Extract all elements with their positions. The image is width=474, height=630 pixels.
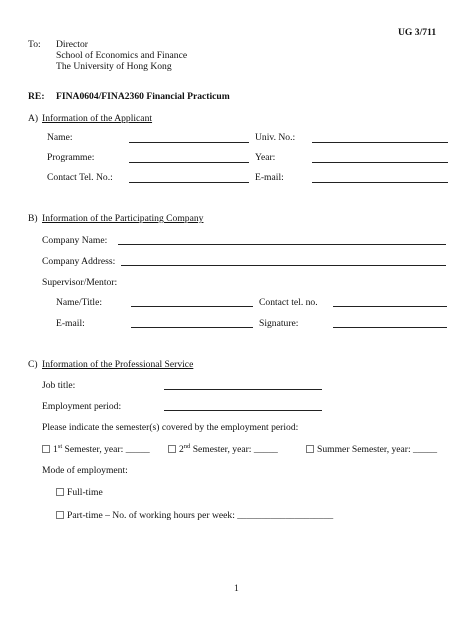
to-label: To: [28,39,41,50]
applicant-name-label: Name: [47,132,73,143]
supervisor-signature-field[interactable] [333,327,447,328]
univ-no-field[interactable] [312,142,448,143]
first-semester-checkbox[interactable] [42,445,50,453]
section-b-title: Information of the Participating Company [42,213,204,224]
summer-semester-option[interactable] [306,445,437,455]
supervisor-contact-tel-field[interactable] [333,306,447,307]
re-label: RE: [28,91,45,102]
programme-field[interactable] [129,162,249,163]
applicant-contact-tel-label: Contact Tel. No.: [47,172,113,183]
page-number: 1 [234,583,239,594]
section-a-prefix: A) [28,113,39,124]
supervisor-name-title-label: Name/Title: [56,297,103,308]
part-time-checkbox[interactable] [56,511,64,519]
section-a-title: Information of the Applicant [42,113,153,124]
second-semester-suffix: nd [183,443,191,450]
company-name-field[interactable] [118,244,446,245]
addressee-line-2: School of Economics and Finance [56,50,188,61]
supervisor-email-label: E-mail: [56,318,85,329]
first-semester-number: 1 [53,444,58,455]
univ-no-label: Univ. No.: [255,132,296,143]
second-semester-option[interactable] [168,445,278,455]
applicant-contact-tel-field[interactable] [129,182,249,183]
first-semester-label: Semester, year: _____ [62,444,150,455]
full-time-label: Full-time [67,487,103,498]
job-title-label: Job title: [42,380,76,391]
addressee-line-3: The University of Hong Kong [56,61,172,72]
full-time-checkbox[interactable] [56,488,64,496]
job-title-field[interactable] [164,389,322,390]
employment-period-field[interactable] [164,410,322,411]
full-time-option[interactable] [56,488,103,498]
year-label: Year: [255,152,276,163]
summer-semester-label: Summer Semester, year: _____ [317,444,438,455]
applicant-name-field[interactable] [129,142,249,143]
section-c-prefix: C) [28,359,38,370]
supervisor-name-title-field[interactable] [131,306,253,307]
company-address-label: Company Address: [42,256,116,267]
second-semester-number: 2 [179,444,184,455]
year-field[interactable] [312,162,448,163]
supervisor-label: Supervisor/Mentor: [42,277,118,288]
company-name-label: Company Name: [42,235,108,246]
section-b-prefix: B) [28,213,38,224]
semester-prompt: Please indicate the semester(s) covered by the employment period: [42,422,299,433]
part-time-label: Part-time – No. of working hours per week: ____________________ [67,510,334,521]
programme-label: Programme: [47,152,95,163]
company-address-field[interactable] [121,265,446,266]
part-time-option[interactable] [56,511,333,521]
employment-period-label: Employment period: [42,401,122,412]
second-semester-checkbox[interactable] [168,445,176,453]
applicant-email-label: E-mail: [255,172,284,183]
supervisor-signature-label: Signature: [259,318,299,329]
reference-code: UG 3/711 [398,27,437,38]
supervisor-contact-tel-label: Contact tel. no. [259,297,318,308]
applicant-email-field[interactable] [312,182,448,183]
supervisor-email-field[interactable] [131,327,253,328]
section-c-title: Information of the Professional Service [42,359,194,370]
first-semester-option[interactable] [42,445,150,455]
summer-semester-checkbox[interactable] [306,445,314,453]
re-subject: FINA0604/FINA2360 Financial Practicum [56,91,230,102]
mode-of-employment-label: Mode of employment: [42,465,128,476]
first-semester-suffix: st [57,443,63,450]
second-semester-label: Semester, year: _____ [190,444,278,455]
addressee-line-1: Director [56,39,88,50]
